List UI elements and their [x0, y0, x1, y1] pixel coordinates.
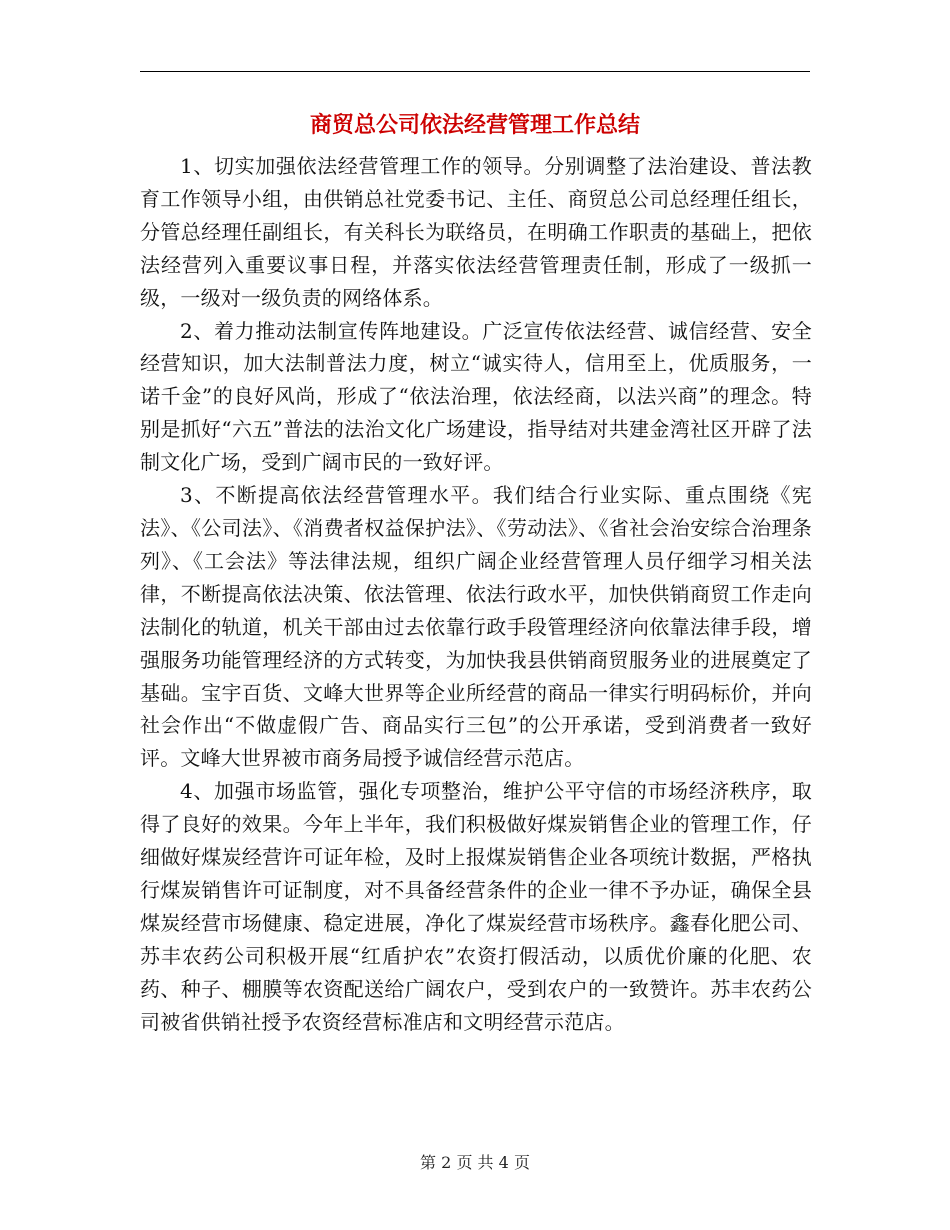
paragraph-3: 3、不断提高依法经营管理水平。我们结合行业实际、重点围绕《宪法》、《公司法》、《消费者权益保护法》、《劳动法》、《省社会治安综合治理条列》、《工会法》等法律法规，组织广阔企业经营管理人员仔细学习相关法律，不断提高依法决策、依法管理、依法行政水平，加快供销商贸工作走向法制化的轨道，机关干部由过去依靠行政手段管理经济向依靠法律手段，增强服务功能管理经济的方式转变，为加快我县供销商贸服务业的进展奠定了基础。宝宇百货、文峰大世界等企业所经营的商品一律实行明码标价，并向社会作出“不做虚假广告、商品实行三包”的公开承诺，受到消费者一致好评。文峰大世界被市商务局授予诚信经营示范店。 [140, 483, 812, 771]
footer-prefix: 第 [420, 1153, 437, 1172]
document-title: 商贸总公司依法经营管理工作总结 [309, 113, 640, 138]
footer-suffix: 页 [513, 1153, 530, 1172]
footer-total-pages: 4 [498, 1153, 509, 1172]
header-rule [140, 71, 810, 72]
paragraph-4: 4、加强市场监管，强化专项整治，维护公平守信的市场经济秩序，取得了良好的效果。今年上半年，我们积极做好煤炭销售企业的管理工作，仔细做好煤炭经营许可证年检，及时上报煤炭销售企业各项统计数据，严格执行煤炭销售许可证制度，对不具备经营条件的企业一律不予办证，确保全县煤炭经营市场健康、稳定进展，净化了煤炭经营市场秩序。鑫春化肥公司、苏丰农药公司积极开展“红盾护农”农资打假活动，以质优价廉的化肥、农药、种子、棚膜等农资配送给广阔农户，受到农户的一致赞许。苏丰农药公司被省供销社授予农资经营标准店和文明经营示范店。 [140, 779, 812, 1034]
document-body [140, 150, 812, 1038]
footer-total-word: 共 [477, 1153, 494, 1172]
page-footer [0, 1152, 950, 1174]
paragraph-1: 1、切实加强依法经营管理工作的领导。分别调整了法治建设、普法教育工作领导小组，由供销总社党委书记、主任、商贸总公司总经理任组长，分管总经理任副组长，有关科长为联络员，在明确工作职责的基础上，把依法经营列入重要议事日程，并落实依法经营管理责任制，形成了一级抓一级，一级对一级负责的网络体系。 [140, 154, 812, 310]
footer-page-word: 页 [456, 1153, 473, 1172]
footer-current-page: 2 [441, 1153, 452, 1172]
paragraph-2: 2、着力推动法制宣传阵地建设。广泛宣传依法经营、诚信经营、安全经营知识，加大法制普法力度，树立“诚实待人，信用至上，优质服务，一诺千金”的良好风尚，形成了“依法治理，依法经商，以法兴商”的理念。特别是抓好“六五”普法的法治文化广场建设，指导结对共建金湾社区开辟了法制文化广场，受到广阔市民的一致好评。 [140, 318, 812, 475]
